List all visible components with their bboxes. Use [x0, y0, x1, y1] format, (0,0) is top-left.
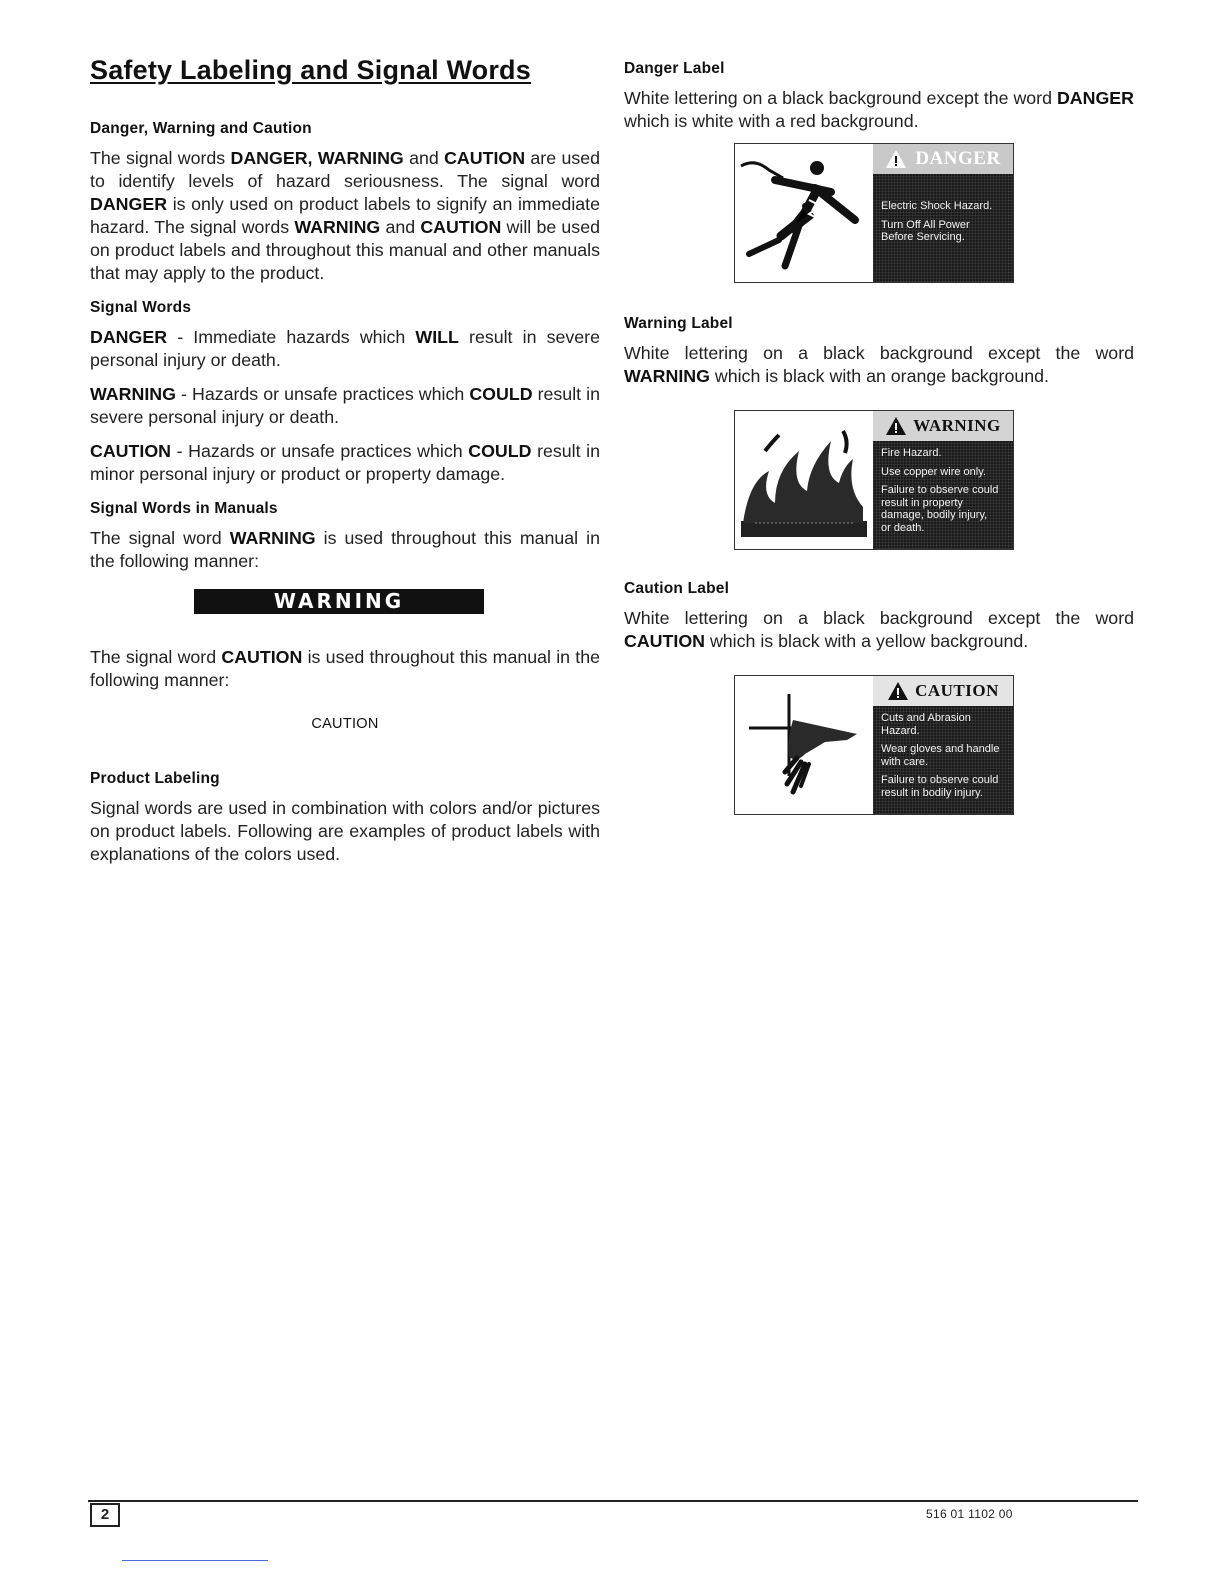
warning-label-line: Use copper wire only. — [881, 465, 986, 478]
electric-shock-icon — [735, 144, 873, 282]
alert-triangle-icon — [885, 149, 907, 169]
dwc-paragraph: The signal words DANGER, WARNING and CAUTION are used to identify levels of hazard seriousness. The signal word DANGER is only used on product labels to signify an immediate hazard. The signal words WARNING and CAUTION will be used on product labels and throughout this manual and other manuals that may apply to the product. — [90, 148, 600, 283]
warning-label-line: Failure to observe could — [881, 484, 999, 496]
caution-label-line: result in bodily injury. — [881, 786, 983, 799]
product-labeling-paragraph: Signal words are used in combination with colors and/or pictures on product labels. Following are examples of product labels with explanations of the colors used. — [90, 798, 600, 864]
fire-icon — [735, 411, 873, 549]
document-number: 516 01 1102 00 — [926, 1507, 1013, 1521]
danger-label-line: Electric Shock Hazard. — [881, 200, 993, 212]
danger-label-line: Before Servicing. — [881, 231, 965, 243]
caution-signal-text: CAUTION — [311, 716, 379, 732]
caution-label-panel — [873, 676, 1013, 814]
warning-label-panel — [873, 411, 1013, 549]
caution-label-description: White lettering on a black background except the word CAUTION which is black with a yellow background. — [624, 608, 1134, 651]
page-number: 2 — [90, 1503, 120, 1527]
caution-usage-paragraph: The signal word CAUTION is used throughout this manual in the following manner: — [90, 647, 600, 690]
warning-label-line: damage, bodily injury, — [881, 509, 988, 521]
heading-danger-label: Danger Label — [624, 60, 725, 77]
caution-label-line: Cuts and Abrasion Hazard. — [881, 712, 971, 737]
danger-definition: DANGER - Immediate hazards which WILL result in severe personal injury or death. — [90, 327, 600, 370]
heading-signal-words-manuals: Signal Words in Manuals — [90, 500, 278, 517]
heading-caution-label: Caution Label — [624, 580, 730, 597]
heading-danger-warning-caution: Danger, Warning and Caution — [90, 120, 312, 137]
warning-label-line: or death. — [881, 521, 925, 534]
heading-signal-words: Signal Words — [90, 299, 192, 316]
heading-product-labeling: Product Labeling — [90, 770, 220, 787]
warning-usage-paragraph: The signal word WARNING is used throughout this manual in the following manner: — [90, 528, 600, 571]
danger-label-panel — [873, 144, 1013, 282]
danger-label-image — [734, 143, 1014, 283]
caution-label-line: Failure to observe could — [881, 774, 999, 786]
alert-triangle-icon — [887, 681, 909, 701]
footer-link-underline — [122, 1560, 268, 1561]
heading-warning-label: Warning Label — [624, 315, 733, 332]
warning-label-description: White lettering on a black background except the word WARNING which is black with an orange background. — [624, 343, 1134, 386]
right-column — [624, 60, 1134, 815]
warning-label-header: WARNING — [873, 411, 1013, 441]
danger-label-line: Turn Off All Power — [881, 218, 970, 231]
warning-label-image — [734, 410, 1014, 550]
warning-definition: WARNING - Hazards or unsafe practices which COULD result in severe personal injury or death. — [90, 384, 600, 427]
warning-label-line: result in property — [881, 496, 963, 509]
warning-label-line: Fire Hazard. — [881, 447, 942, 459]
danger-label-header: DANGER — [873, 144, 1013, 174]
danger-label-description: White lettering on a black background except the word DANGER which is white with a red background. — [624, 88, 1134, 131]
caution-label-image — [734, 675, 1014, 815]
caution-label-line: with care. — [881, 755, 929, 768]
caution-definition: CAUTION - Hazards or unsafe practices which COULD result in minor personal injury or product or property damage. — [90, 441, 600, 484]
alert-triangle-icon — [885, 416, 907, 436]
page-title: Safety Labeling and Signal Words — [90, 55, 531, 85]
warning-signal-bar: WARNING — [194, 589, 484, 614]
caution-label-line: Wear gloves and handle — [881, 743, 1000, 755]
caution-label-header: CAUTION — [873, 676, 1013, 706]
left-column — [90, 120, 600, 876]
footer-divider — [88, 1500, 1138, 1502]
cut-hazard-icon — [735, 676, 873, 814]
